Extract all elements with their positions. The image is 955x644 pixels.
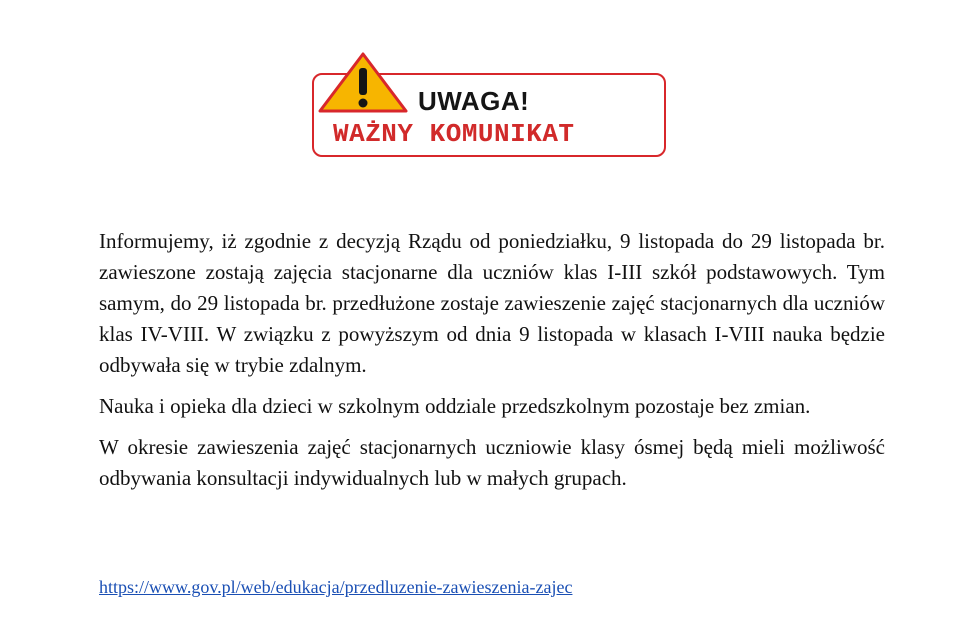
paragraph-preschool: Nauka i opieka dla dzieci w szkolnym oddziale przedszkolnym pozostaje bez zmian.	[99, 394, 811, 418]
announcement-body	[99, 226, 885, 504]
source-link[interactable]: https://www.gov.pl/web/edukacja/przedluzenie-zawieszenia-zajec	[99, 577, 573, 597]
paragraph-consultations: W okresie zawieszenia zajęć stacjonarnych uczniowie klasy ósmej będą mieli możliwość odbywania konsultacji indywidualnych lub w małych grupach.	[99, 435, 885, 490]
banner-subtitle: WAŻNY KOMUNIKAT	[333, 119, 575, 149]
paragraph-suspension: Informujemy, iż zgodnie z decyzją Rządu od poniedziałku, 9 listopada do 29 listopada br. zawieszone zostają zajęcia stacjonarne dla uczniów klas I-III szkół podstawowych. Tym samym, do 29 listopada br. przedłużone zostaje zawieszenie zajęć stacjonarnych dla uczniów klas IV-VIII. W związku z powyższym od dnia 9 listopada w klasach I-VIII nauka będzie odbywała się w trybie zdalnym.	[99, 229, 885, 377]
banner-title: UWAGA!	[418, 86, 530, 116]
warning-triangle-icon	[316, 50, 410, 114]
